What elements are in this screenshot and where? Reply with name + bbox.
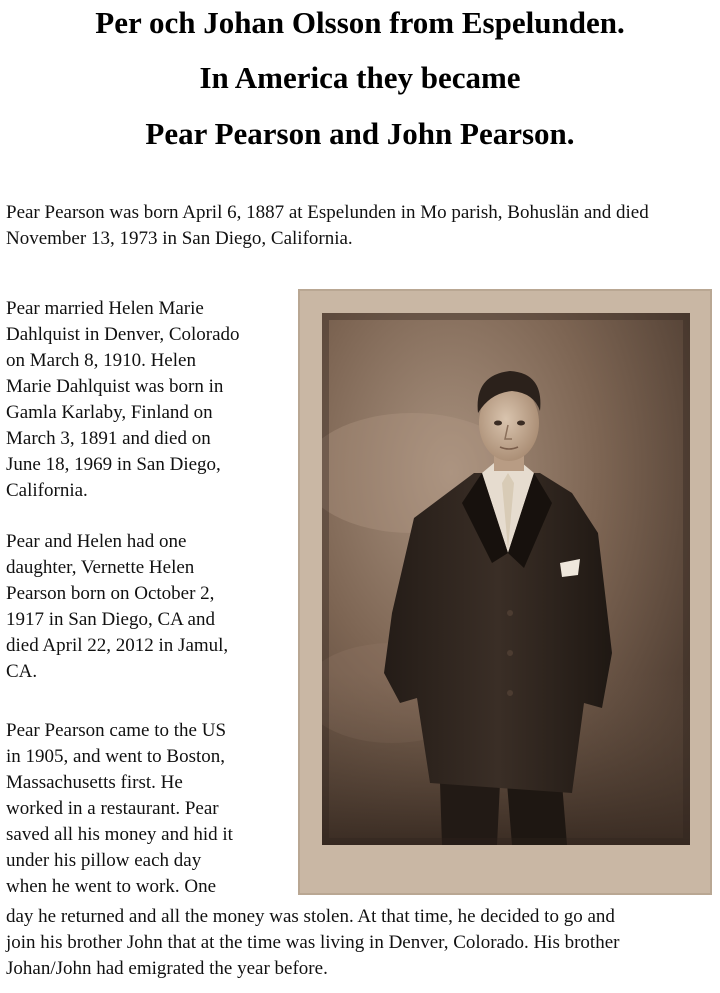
marriage-paragraph [6,296,296,504]
immigration-paragraph-wide [6,904,720,982]
text-line: in 1905, and went to Boston, [6,746,226,767]
text-line: Pearson born on October 2, [6,583,215,604]
title-line-2: In America they became [199,60,521,95]
daughter-paragraph [6,529,296,685]
text-line: California. [6,480,88,501]
text-line: died April 22, 2012 in Jamul, [6,635,229,656]
immigration-paragraph-narrow [6,718,296,900]
text-line: join his brother John that at the time was living in Denver, Colorado. His brother [6,932,620,953]
text-line: day he returned and all the money was stolen. At that time, he decided to go and [6,906,615,927]
text-line: Pear and Helen had one [6,531,187,552]
text-line: under his pillow each day [6,850,202,871]
text-line: Dahlquist in Denver, Colorado [6,324,240,345]
text-line: 1917 in San Diego, CA and [6,609,215,630]
text-line: when he went to work. One [6,876,217,897]
text-line: CA. [6,661,38,682]
text-line: March 3, 1891 and died on [6,428,211,449]
text-line: Pear Pearson came to the US [6,720,227,741]
text-line: saved all his money and hid it [6,824,233,845]
text-line: Pear married Helen Marie [6,298,204,319]
portrait-photo [322,313,690,845]
photo-mount [298,289,712,895]
intro-paragraph: Pear Pearson was born April 6, 1887 at Espelunden in Mo parish, Bohuslän and died November 13, 1973 in San Diego, California. [6,202,649,249]
text-line: Gamla Karlaby, Finland on [6,402,213,423]
text-line: daughter, Vernette Helen [6,557,195,578]
portrait-photo-icon [322,313,690,845]
title-line-1: Per och Johan Olsson from Espelunden. [95,5,625,40]
text-line: Massachusetts first. He [6,772,183,793]
text-line: on March 8, 1910. Helen [6,350,196,371]
text-line: worked in a restaurant. Pear [6,798,219,819]
text-line: Marie Dahlquist was born in [6,376,224,397]
text-line: Johan/John had emigrated the year before. [6,958,328,979]
title-line-3: Pear Pearson and John Pearson. [145,116,575,151]
text-line: June 18, 1969 in San Diego, [6,454,221,475]
